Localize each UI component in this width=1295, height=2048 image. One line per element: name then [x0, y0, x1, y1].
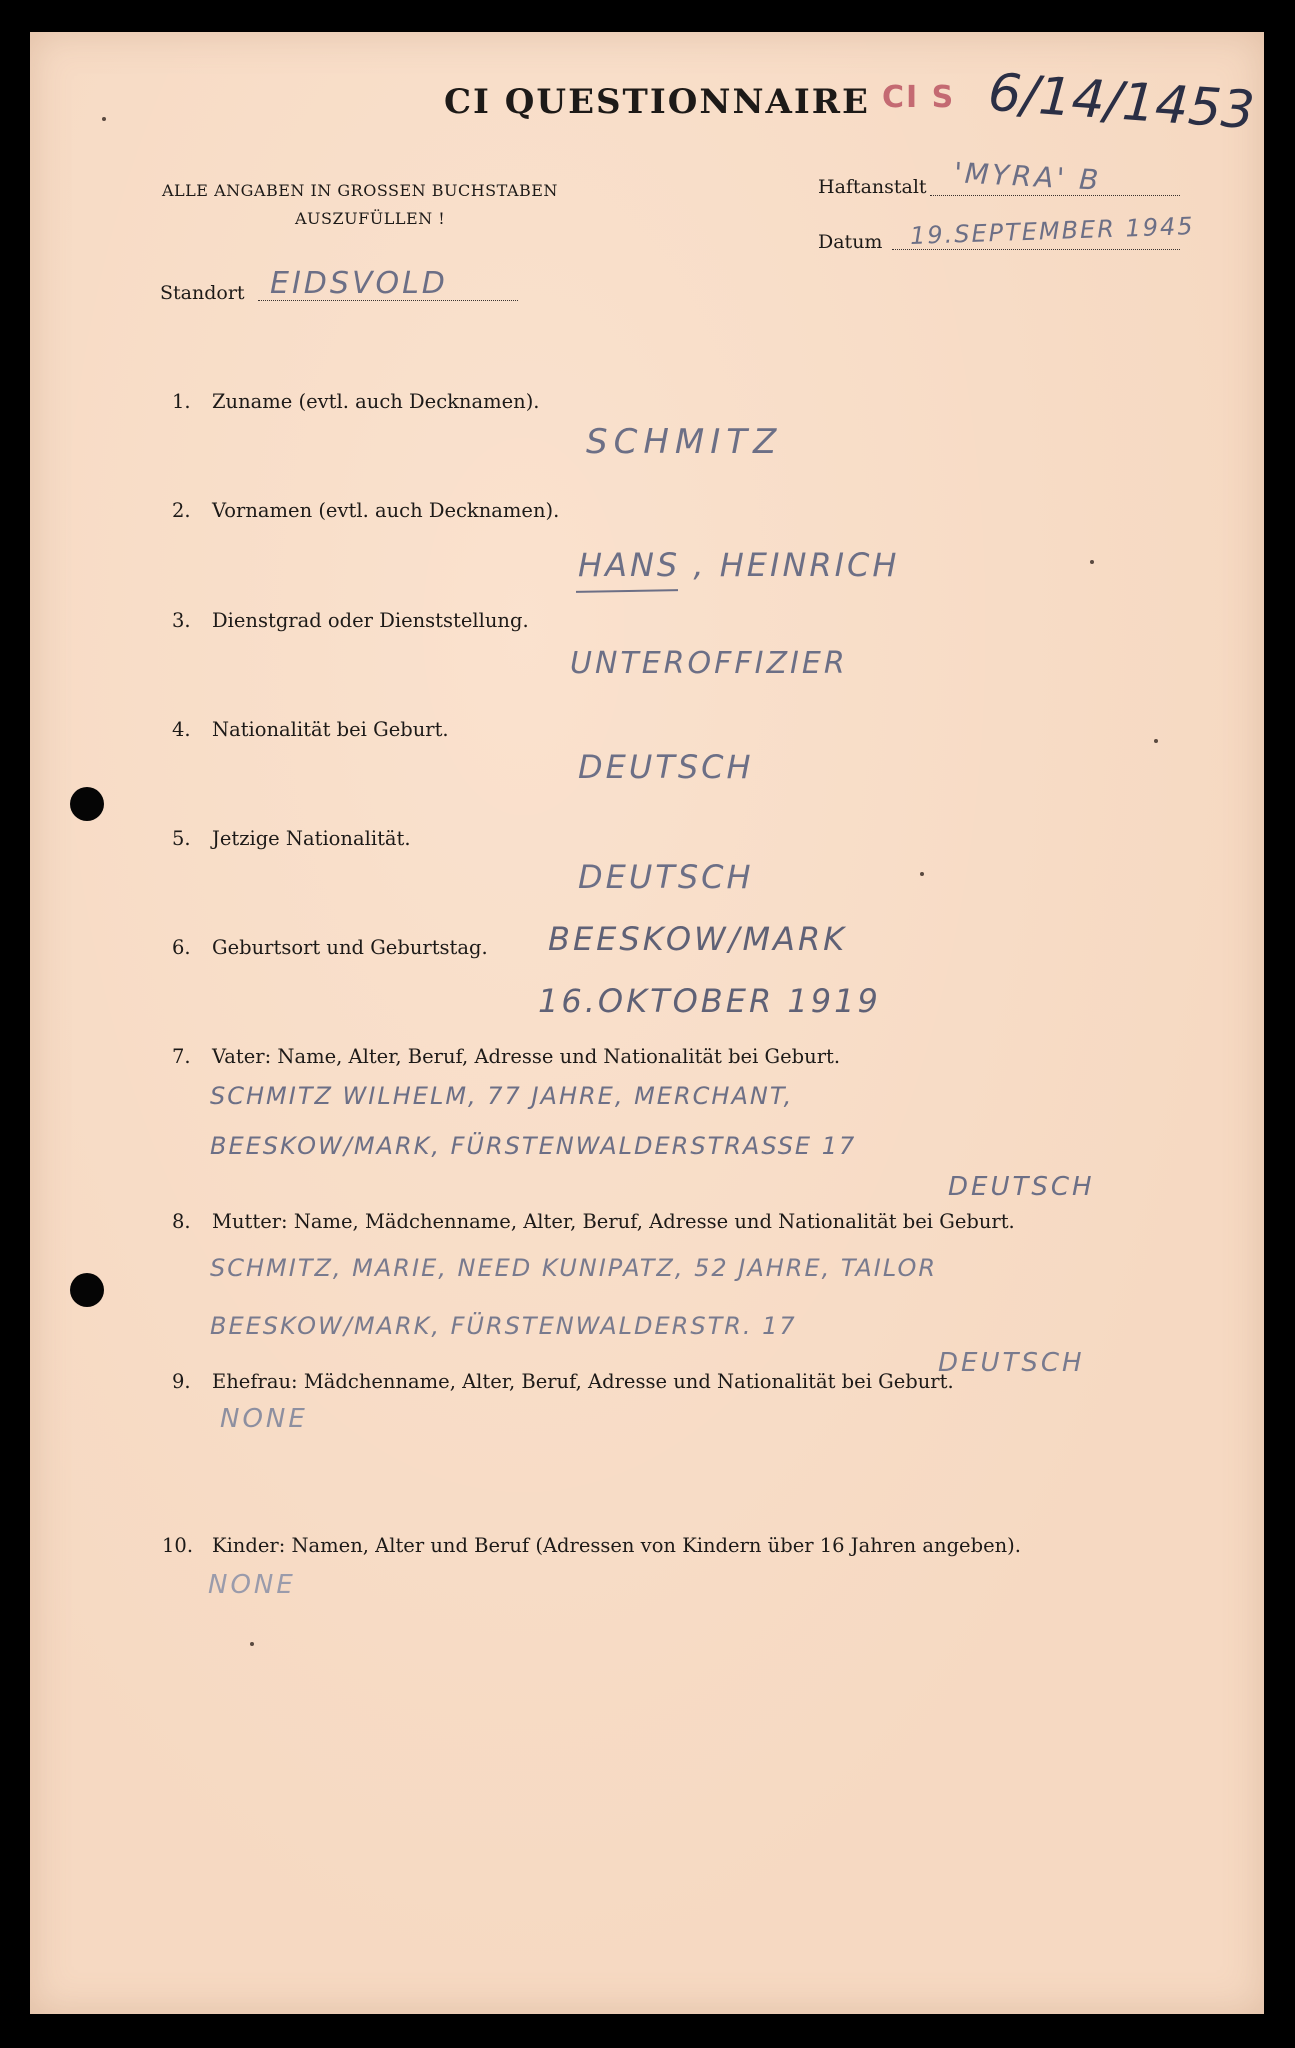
- question-6-label: Geburtsort und Geburtstag.: [212, 936, 488, 959]
- question-10-number: 10.: [162, 1534, 194, 1557]
- question-4-number: 4.: [172, 718, 191, 741]
- datum-value: 19.SEPTEMBER 1945: [909, 212, 1195, 250]
- question-8-answer-3: DEUTSCH: [938, 1348, 1085, 1378]
- haftanstalt-line: [930, 195, 1180, 196]
- question-8-answer-1: SCHMITZ, MARIE, NEED KUNIPATZ, 52 JAHRE, TAILOR: [210, 1254, 938, 1282]
- question-1-answer: SCHMITZ: [586, 422, 783, 462]
- standort-value: EIDSVOLD: [270, 266, 448, 301]
- paper-speck: [102, 117, 106, 121]
- paper-speck: [1090, 560, 1094, 564]
- question-3-answer: UNTEROFFIZIER: [570, 646, 848, 681]
- question-5-label: Jetzige Nationalität.: [212, 827, 411, 850]
- question-4-answer: DEUTSCH: [578, 748, 754, 786]
- question-7-answer-3: DEUTSCH: [948, 1172, 1095, 1202]
- question-7-label: Vater: Name, Alter, Beruf, Adresse und Nationalität bei Geburt.: [212, 1045, 841, 1068]
- question-1-label: Zuname (evtl. auch Decknamen).: [212, 390, 540, 413]
- questionnaire-page: [30, 32, 1264, 2014]
- question-7-number: 7.: [172, 1045, 191, 1068]
- haftanstalt-label: Haftanstalt: [818, 176, 927, 198]
- question-2-label: Vornamen (evtl. auch Decknamen).: [212, 499, 560, 522]
- file-number: 6/14/1453: [986, 62, 1257, 142]
- question-2-number: 2.: [172, 499, 191, 522]
- haftanstalt-value: 'MYRA' B: [953, 156, 1103, 197]
- paper-speck: [250, 1642, 254, 1646]
- question-6-answer-2: 16.OKTOBER 1919: [538, 982, 881, 1020]
- instruction-line-2: AUSZUFÜLLEN !: [295, 209, 446, 228]
- page-title: CI QUESTIONNAIRE: [444, 82, 870, 122]
- question-6-number: 6.: [172, 936, 191, 959]
- punch-hole-bottom: [70, 1273, 104, 1307]
- punch-hole-top: [70, 787, 104, 821]
- question-9-answer: NONE: [220, 1404, 308, 1434]
- question-1-number: 1.: [172, 390, 191, 413]
- question-3-label: Dienstgrad oder Dienststellung.: [212, 609, 529, 632]
- question-10-answer: NONE: [208, 1570, 296, 1600]
- question-2-underline: [576, 589, 678, 593]
- question-5-number: 5.: [172, 827, 191, 850]
- question-9-label: Ehefrau: Mädchenname, Alter, Beruf, Adresse und Nationalität bei Geburt.: [212, 1370, 954, 1393]
- question-4-label: Nationalität bei Geburt.: [212, 718, 449, 741]
- question-5-answer: DEUTSCH: [578, 858, 754, 896]
- question-7-answer-2: BEESKOW/MARK, FÜRSTENWALDERSTRASSE 17: [210, 1132, 857, 1160]
- question-9-number: 9.: [172, 1370, 191, 1393]
- question-10-label: Kinder: Namen, Alter und Beruf (Adressen von Kindern über 16 Jahren angeben).: [212, 1534, 1021, 1557]
- question-8-number: 8.: [172, 1210, 191, 1233]
- standort-label: Standort: [160, 282, 245, 304]
- question-8-label: Mutter: Name, Mädchenname, Alter, Beruf, Adresse und Nationalität bei Geburt.: [212, 1210, 1015, 1233]
- paper-speck: [920, 872, 924, 876]
- datum-line: [892, 249, 1180, 250]
- question-2-answer: HANS , HEINRICH: [578, 546, 900, 584]
- instruction-line-1: ALLE ANGABEN IN GROSSEN BUCHSTABEN: [162, 181, 558, 200]
- question-8-answer-2: BEESKOW/MARK, FÜRSTENWALDERSTR. 17: [210, 1312, 797, 1340]
- question-6-answer-1: BEESKOW/MARK: [548, 920, 848, 958]
- ci-stamp: CI S: [882, 80, 956, 115]
- question-7-answer-1: SCHMITZ WILHELM, 77 JAHRE, MERCHANT,: [210, 1082, 794, 1110]
- paper-speck: [1154, 739, 1158, 743]
- question-3-number: 3.: [172, 609, 191, 632]
- datum-label: Datum: [818, 231, 883, 253]
